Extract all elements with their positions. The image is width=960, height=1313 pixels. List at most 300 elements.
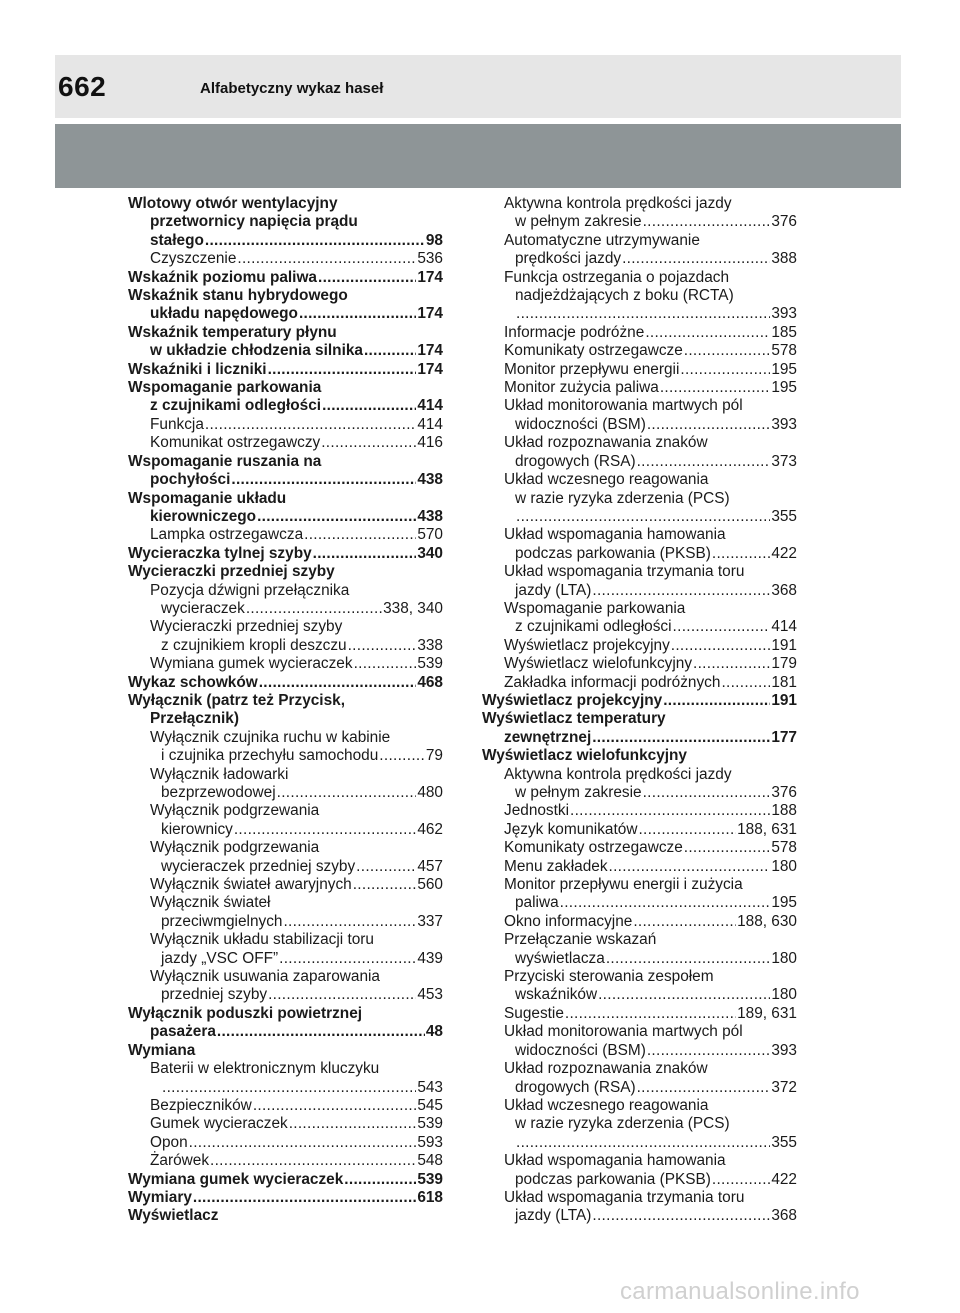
index-entry — [482, 821, 797, 839]
index-entry-page: 188, 630 — [737, 912, 797, 930]
index-entry-page: 570 — [417, 526, 443, 544]
index-entry-term: podczas parkowania (PKSB) — [515, 1170, 711, 1188]
index-entry-page: 438 — [417, 507, 443, 525]
index-entry-term: Funkcja ostrzegania o pojazdach — [504, 268, 730, 286]
index-entry — [128, 287, 443, 305]
index-entry-term: wycieraczek przedniej szyby — [161, 857, 356, 875]
dot-leader — [253, 1097, 417, 1115]
index-entry — [128, 490, 443, 508]
dot-leader — [712, 1171, 770, 1189]
dot-leader — [322, 397, 416, 415]
index-entry-page: 539 — [417, 655, 443, 673]
index-entry — [128, 858, 443, 876]
index-entry — [482, 490, 797, 508]
index-entry-term: Wspomaganie układu — [128, 489, 287, 507]
index-entry — [482, 269, 797, 287]
dot-leader — [637, 1079, 771, 1097]
index-entry — [128, 600, 443, 618]
dot-leader — [348, 637, 417, 655]
index-entry — [128, 1207, 443, 1225]
index-entry-term: podczas parkowania (PKSB) — [515, 544, 711, 562]
index-entry — [482, 526, 797, 544]
index-entry — [128, 986, 443, 1004]
index-entry — [128, 1134, 443, 1152]
index-entry-term: Monitor przepływu energii i zużycia — [504, 876, 743, 894]
index-entry — [482, 729, 797, 747]
dot-leader — [246, 600, 382, 618]
index-entry — [128, 729, 443, 747]
index-entry-page: 468 — [417, 673, 443, 691]
index-entry — [128, 397, 443, 415]
index-entry — [482, 968, 797, 986]
index-entry-page: 98 — [425, 231, 443, 249]
index-entry-term: Menu zakładek — [504, 857, 608, 875]
index-entry-term: Wycieraczki przedniej szyby — [128, 563, 335, 581]
dot-leader — [277, 784, 417, 802]
index-entry-page: 618 — [417, 1188, 443, 1206]
dot-leader — [598, 986, 770, 1004]
index-entry-term: Opon — [150, 1133, 188, 1151]
index-entry-term: Przełącznik) — [150, 710, 239, 728]
index-entry-term: Przełączanie wskazań — [504, 931, 657, 949]
dot-leader — [606, 950, 771, 968]
index-entry-term: Układ monitorowania martwych pól — [504, 1023, 743, 1041]
index-entry-page: 368 — [771, 581, 797, 599]
index-entry-term: Bezpieczników — [150, 1096, 252, 1114]
index-entry-page: 422 — [771, 544, 797, 562]
index-entry — [128, 766, 443, 784]
index-entry — [128, 1189, 443, 1207]
index-entry-term: Wyłącznik świateł awaryjnych — [150, 876, 352, 894]
dot-leader — [205, 416, 416, 434]
page-number: 662 — [58, 71, 107, 102]
index-entry-term: pasażera — [150, 1023, 216, 1041]
index-entry — [482, 232, 797, 250]
dot-leader — [189, 1134, 417, 1152]
index-entry — [128, 655, 443, 673]
dot-leader — [193, 1189, 416, 1207]
dot-leader — [721, 674, 770, 692]
index-entry-term: Wskaźniki i liczniki — [128, 360, 267, 378]
index-entry — [128, 361, 443, 379]
dot-leader — [645, 324, 770, 342]
dot-leader — [637, 453, 771, 471]
index-entry — [128, 379, 443, 397]
dot-leader — [712, 545, 770, 563]
index-entry-page: 414 — [417, 397, 443, 415]
index-entry — [128, 1005, 443, 1023]
index-entry — [128, 1060, 443, 1078]
index-entry-term: Komunikaty ostrzegawcze — [504, 342, 683, 360]
index-entry-term: drogowych (RSA) — [515, 1078, 636, 1096]
index-entry-page: 195 — [771, 894, 797, 912]
index-entry-term: Aktywna kontrola prędkości jazdy — [504, 195, 732, 212]
index-entry-term: Czyszczenie — [150, 250, 237, 268]
dot-leader — [259, 674, 417, 692]
dot-leader — [609, 858, 771, 876]
index-entry — [128, 305, 443, 323]
dot-leader — [570, 802, 770, 820]
index-entry-term: Wyłącznik świateł — [150, 894, 271, 912]
index-entry-term: Żarówek — [150, 1152, 210, 1170]
index-entry — [128, 195, 443, 213]
index-entry-term: w razie ryzyka zderzenia (PCS) — [515, 489, 730, 507]
index-entry-page: 578 — [771, 839, 797, 857]
index-entry — [128, 968, 443, 986]
section-banner — [55, 124, 901, 188]
index-entry — [482, 453, 797, 471]
index-entry-page: 393 — [771, 415, 797, 433]
index-entry — [482, 1023, 797, 1041]
index-entry-term: przetwornicy napięcia prądu — [150, 213, 358, 231]
index-entry — [128, 876, 443, 894]
index-entry — [482, 858, 797, 876]
index-entry-term: Gumek wycieraczek — [150, 1115, 288, 1133]
index-entry — [482, 1115, 797, 1133]
index-entry-term: widoczności (BSM) — [515, 1041, 646, 1059]
index-entry-term: Jednostki — [504, 802, 570, 820]
index-entry-page: 188 — [771, 802, 797, 820]
dot-leader — [560, 894, 771, 912]
index-entry — [482, 802, 797, 820]
index-entry-term: Wskaźnik temperatury płynu — [128, 323, 337, 341]
index-entry-term: nadjeżdżających z boku (RCTA) — [515, 287, 734, 305]
index-entry-page: 180 — [771, 857, 797, 875]
dot-leader — [660, 379, 770, 397]
dot-leader — [283, 913, 416, 931]
index-entry-term: Wyłącznik układu stabilizacji toru — [150, 931, 374, 949]
index-entry-term: Wymiana gumek wycieraczek — [150, 655, 353, 673]
dot-leader — [304, 526, 416, 544]
index-entry — [128, 931, 443, 949]
index-entry — [482, 876, 797, 894]
index-entry — [128, 434, 443, 452]
dot-leader — [592, 1207, 770, 1225]
index-entry-term: Automatyczne utrzymywanie — [504, 231, 700, 249]
index-entry-page: 438 — [417, 471, 443, 489]
index-entry — [482, 950, 797, 968]
index-entry-page: 174 — [417, 268, 443, 286]
index-entry-term: Sugestie — [504, 1004, 564, 1022]
index-entry-page: 191 — [771, 691, 797, 709]
index-entry-page: 422 — [771, 1170, 797, 1188]
index-entry — [482, 1189, 797, 1207]
index-entry — [482, 1079, 797, 1097]
dot-leader — [344, 1171, 416, 1189]
index-entry-page: 179 — [771, 655, 797, 673]
index-entry-term: pochyłości — [150, 471, 231, 489]
index-entry-page: 185 — [771, 323, 797, 341]
index-entry — [128, 1079, 443, 1097]
dot-leader — [237, 250, 416, 268]
index-entry — [482, 1171, 797, 1189]
index-entry-term: stałego — [150, 231, 204, 249]
dot-leader — [592, 582, 770, 600]
index-entry-page: 373 — [771, 452, 797, 470]
index-entry — [482, 931, 797, 949]
index-entry — [482, 379, 797, 397]
index-entry — [482, 710, 797, 728]
index-entry-term: wskaźników — [515, 986, 598, 1004]
index-entry — [128, 1152, 443, 1170]
index-entry-term: Wyłącznik poduszki powietrznej — [128, 1004, 363, 1022]
index-entry-term: widoczności (BSM) — [515, 415, 646, 433]
index-entry-term: Wycieraczki przedniej szyby — [150, 618, 343, 636]
index-entry-term: Wyświetlacz projekcyjny — [504, 636, 670, 654]
index-entry-term: kierownicy — [161, 820, 233, 838]
index-entry-term: zewnętrznej — [504, 728, 592, 746]
index-entry-term: układu napędowego — [150, 305, 298, 323]
index-entry-term: Baterii w elektronicznym kluczyku — [150, 1060, 380, 1078]
index-entry-term: Wskaźnik stanu hybrydowego — [128, 287, 348, 305]
index-entry-page: 338 — [417, 636, 443, 654]
index-entry-term: Układ wspomagania hamowania — [504, 526, 726, 544]
index-entry-term: Monitor przepływu energii — [504, 360, 680, 378]
dot-leader — [693, 655, 770, 673]
index-entry — [482, 747, 797, 765]
index-entry-term: Komunikaty ostrzegawcze — [504, 839, 683, 857]
index-entry-page: 177 — [771, 728, 797, 746]
index-entry-term: Język komunikatów — [504, 820, 638, 838]
index-entry — [128, 637, 443, 655]
index-entry — [482, 839, 797, 857]
index-entry-term: Wyłącznik ładowarki — [150, 765, 289, 783]
index-entry-term: z czujnikami odległości — [150, 397, 322, 415]
index-entry — [482, 1005, 797, 1023]
dot-leader — [647, 1042, 770, 1060]
index-entry-term: Układ wspomagania hamowania — [504, 1152, 726, 1170]
index-entry — [482, 397, 797, 415]
index-entry-term: Układ monitorowania martwych pól — [504, 397, 743, 415]
index-entry-page: 48 — [425, 1023, 443, 1041]
index-entry-term: Wycieraczka tylnej szyby — [128, 544, 312, 562]
index-entry — [482, 766, 797, 784]
index-entry-page: 195 — [771, 379, 797, 397]
index-entry-page: 189, 631 — [737, 1004, 797, 1022]
index-entry-term: Wspomaganie parkowania — [504, 599, 686, 617]
index-entry-page: 393 — [771, 1041, 797, 1059]
dot-leader — [162, 1079, 416, 1097]
index-entry-term: jazdy (LTA) — [515, 1207, 592, 1225]
index-entry — [482, 1097, 797, 1115]
index-entry-term: wycieraczek — [161, 599, 245, 617]
index-entry-term: wyświetlacza — [515, 949, 605, 967]
index-entry — [128, 269, 443, 287]
index-entry-page: 462 — [417, 820, 443, 838]
index-entry-page: 593 — [417, 1133, 443, 1151]
index-entry-page: 372 — [771, 1078, 797, 1096]
index-entry-page: 340 — [417, 544, 443, 562]
dot-leader — [356, 858, 416, 876]
index-entry — [482, 637, 797, 655]
index-entry-term: Wykaz schowków — [128, 673, 258, 691]
dot-leader — [516, 508, 770, 526]
index-entry — [128, 1097, 443, 1115]
index-column-left — [128, 195, 443, 1226]
index-entry-term: Wymiana gumek wycieraczek — [128, 1170, 344, 1188]
index-entry-page: 480 — [417, 784, 443, 801]
index-entry-term: Wyłącznik (patrz też Przycisk, — [128, 691, 345, 709]
index-entry-term: w pełnym zakresie — [515, 213, 642, 231]
index-entry-term: Układ rozpoznawania znaków — [504, 1060, 708, 1078]
index-entry — [128, 1042, 443, 1060]
index-entry-term: przeciwmgielnych — [161, 912, 283, 930]
index-entry-term: Wyświetlacz wielofunkcyjny — [482, 747, 687, 765]
index-entry — [482, 305, 797, 323]
index-entry-term: Wymiana — [128, 1041, 196, 1059]
index-entry-page: 368 — [771, 1207, 797, 1225]
index-entry-term: kierowniczego — [150, 507, 257, 525]
index-entry — [128, 894, 443, 912]
index-entry — [482, 1060, 797, 1078]
index-entry-term: Wyłącznik podgrzewania — [150, 839, 320, 857]
dot-leader — [516, 1134, 770, 1152]
index-entry — [482, 213, 797, 231]
dot-leader — [318, 269, 416, 287]
index-entry-term: bezprzewodowej — [161, 784, 276, 801]
index-entry — [482, 582, 797, 600]
index-entry — [128, 545, 443, 563]
dot-leader — [321, 434, 416, 452]
index-entry-page: 355 — [771, 1133, 797, 1151]
dot-leader — [592, 729, 770, 747]
index-entry-term: z czujnikiem kropli deszczu — [161, 636, 347, 654]
index-entry — [128, 232, 443, 250]
dot-leader — [313, 545, 417, 563]
dot-leader — [364, 342, 416, 360]
index-entry-term: przedniej szyby — [161, 986, 268, 1004]
index-entry-term: z czujnikami odległości — [515, 618, 672, 636]
dot-leader — [633, 913, 736, 931]
index-entry — [128, 710, 443, 728]
dot-leader — [680, 361, 770, 379]
index-entry — [128, 563, 443, 581]
index-entry-term: Wlotowy otwór wentylacyjny — [128, 195, 338, 212]
dot-leader — [638, 821, 736, 839]
index-entry-page: 414 — [771, 618, 797, 636]
index-entry-term: Wspomaganie ruszania na — [128, 452, 322, 470]
dot-leader — [516, 305, 770, 323]
index-entry — [482, 692, 797, 710]
index-entry-term: Układ wspomagania trzymania toru — [504, 563, 745, 581]
index-entry-page: 439 — [417, 949, 443, 967]
index-entry-page: 543 — [417, 1078, 443, 1096]
index-entry — [482, 287, 797, 305]
dot-leader — [268, 986, 416, 1004]
index-entry — [128, 526, 443, 544]
index-entry — [482, 674, 797, 692]
index-entry — [128, 471, 443, 489]
index-entry-term: Wyświetlacz temperatury — [482, 710, 666, 728]
index-entry-term: Przyciski sterowania zespołem — [504, 968, 714, 986]
dot-leader — [643, 213, 771, 231]
index-entry-page: 539 — [417, 1115, 443, 1133]
dot-leader — [289, 1115, 417, 1133]
index-entry — [128, 453, 443, 471]
index-entry — [128, 821, 443, 839]
index-entry-term: Okno informacyjne — [504, 912, 633, 930]
dot-leader — [622, 250, 770, 268]
index-entry-term: Układ wspomagania trzymania toru — [504, 1188, 745, 1206]
dot-leader — [684, 839, 771, 857]
dot-leader — [671, 637, 771, 655]
index-entry-term: Wyświetlacz — [128, 1207, 219, 1225]
index-entry — [482, 563, 797, 581]
index-entry — [128, 213, 443, 231]
index-entry-term: Lampka ostrzegawcza — [150, 526, 304, 544]
index-entry — [482, 1134, 797, 1152]
index-entry-page: 560 — [417, 876, 443, 894]
index-entry-term: Układ wczesnego reagowania — [504, 471, 709, 489]
index-entry-term: jazdy „VSC OFF” — [161, 949, 279, 967]
index-entry-term: Wyświetlacz projekcyjny — [482, 691, 663, 709]
index-entry — [128, 1023, 443, 1041]
dot-leader — [379, 747, 425, 765]
index-entry — [128, 1115, 443, 1133]
index-entry — [128, 508, 443, 526]
index-entry-term: Układ wczesnego reagowania — [504, 1096, 709, 1114]
dot-leader — [663, 692, 770, 710]
index-entry-page: 545 — [417, 1096, 443, 1114]
dot-leader — [217, 1023, 425, 1041]
watermark: carmanualsonline.info — [620, 1278, 860, 1305]
index-entry — [128, 784, 443, 802]
dot-leader — [354, 655, 417, 673]
index-entry-term: drogowych (RSA) — [515, 452, 636, 470]
index-entry-page: 414 — [417, 415, 443, 433]
index-entry-term: Wyłącznik podgrzewania — [150, 802, 320, 820]
dot-leader — [643, 784, 771, 802]
index-entry — [128, 747, 443, 765]
index-entry-term: w pełnym zakresie — [515, 784, 642, 801]
index-entry-page: 548 — [417, 1152, 443, 1170]
index-entry-page: 338, 340 — [383, 599, 443, 617]
index-entry — [482, 986, 797, 1004]
index-entry-page: 191 — [771, 636, 797, 654]
index-entry — [128, 582, 443, 600]
index-column-right — [482, 195, 797, 1226]
index-entry-page: 388 — [771, 250, 797, 268]
index-entry — [482, 1152, 797, 1170]
dot-leader — [257, 508, 416, 526]
index-entry-page: 355 — [771, 507, 797, 525]
index-entry — [128, 950, 443, 968]
index-entry — [482, 434, 797, 452]
dot-leader — [279, 950, 416, 968]
index-entry-page: 536 — [417, 250, 443, 268]
index-entry — [482, 913, 797, 931]
index-entry — [128, 802, 443, 820]
index-entry — [482, 361, 797, 379]
index-entry-page: 181 — [771, 673, 797, 691]
dot-leader — [353, 876, 417, 894]
index-entry-page: 376 — [771, 784, 797, 801]
index-entry — [128, 342, 443, 360]
index-entry — [482, 655, 797, 673]
index-entry — [482, 1042, 797, 1060]
index-entry — [482, 195, 797, 213]
index-entry-term: Wymiary — [128, 1188, 192, 1206]
index-entry-term: i czujnika przechyłu samochodu — [161, 747, 379, 765]
index-entry-page: 195 — [771, 360, 797, 378]
index-entry — [128, 913, 443, 931]
index-entry-page: 174 — [417, 360, 443, 378]
index-entry — [128, 618, 443, 636]
index-entry-page: 453 — [417, 986, 443, 1004]
dot-leader — [647, 416, 770, 434]
dot-leader — [210, 1152, 416, 1170]
index-entry — [482, 471, 797, 489]
